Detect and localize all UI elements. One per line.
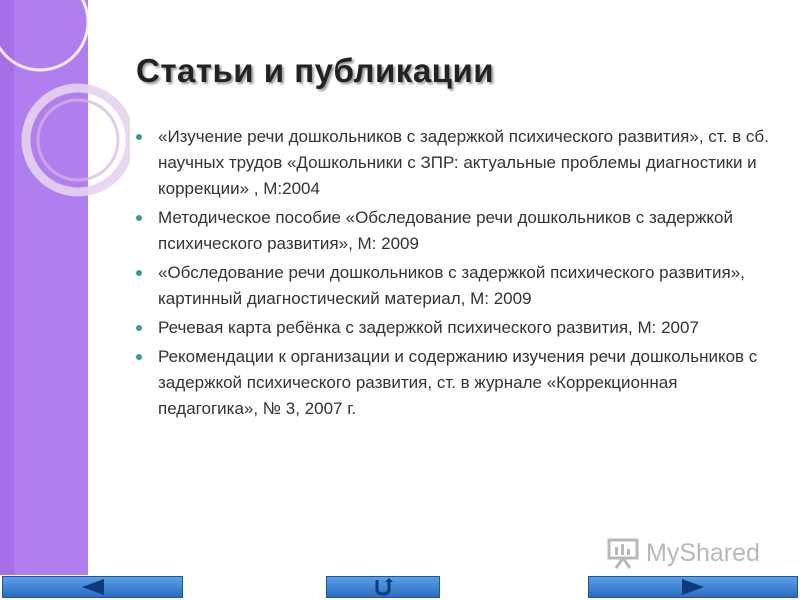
bullet-dot-icon bbox=[136, 215, 142, 221]
left-arrow-icon bbox=[80, 579, 106, 595]
list-item-text: «Изучение речи дошкольников с задержкой психического развития», ст. в сб. научных трудов «Дошкольники с ЗПР: актуальные проблемы диагностики и коррекции» , М:2004 bbox=[158, 127, 769, 198]
list-item-text: Речевая карта ребёнка с задержкой психического развития, М: 2007 bbox=[158, 318, 699, 337]
decorative-rings bbox=[0, 0, 130, 220]
next-slide-button[interactable] bbox=[588, 576, 798, 598]
myshared-watermark bbox=[606, 537, 760, 569]
presentation-board-icon bbox=[606, 537, 640, 569]
list-item bbox=[158, 344, 773, 422]
list-item-text: Рекомендации к организации и содержанию изучения речи дошкольников с задержкой психического развития, ст. в журнале «Коррекционная педагогика», № 3, 2007 г. bbox=[158, 347, 758, 418]
bullet-dot-icon bbox=[136, 325, 142, 331]
bullet-dot-icon bbox=[136, 134, 142, 140]
return-arrow-icon bbox=[373, 578, 393, 596]
previous-slide-button[interactable] bbox=[2, 576, 183, 598]
publication-list bbox=[158, 124, 773, 425]
return-button[interactable] bbox=[326, 576, 440, 598]
list-item bbox=[158, 315, 773, 341]
list-item-text: «Обследование речи дошкольников с задержкой психического развития», картинный диагностический материал, М: 2009 bbox=[158, 263, 745, 308]
slide-title: Статьи и публикации bbox=[136, 52, 495, 89]
list-item bbox=[158, 260, 773, 312]
watermark-text: MyShared bbox=[646, 538, 760, 567]
bullet-dot-icon bbox=[136, 270, 142, 276]
list-item bbox=[158, 205, 773, 257]
right-arrow-icon bbox=[680, 579, 706, 595]
list-item bbox=[158, 124, 773, 202]
list-item-text: Методическое пособие «Обследование речи дошкольников с задержкой психического развития», М: 2009 bbox=[158, 208, 733, 253]
bullet-dot-icon bbox=[136, 354, 142, 360]
